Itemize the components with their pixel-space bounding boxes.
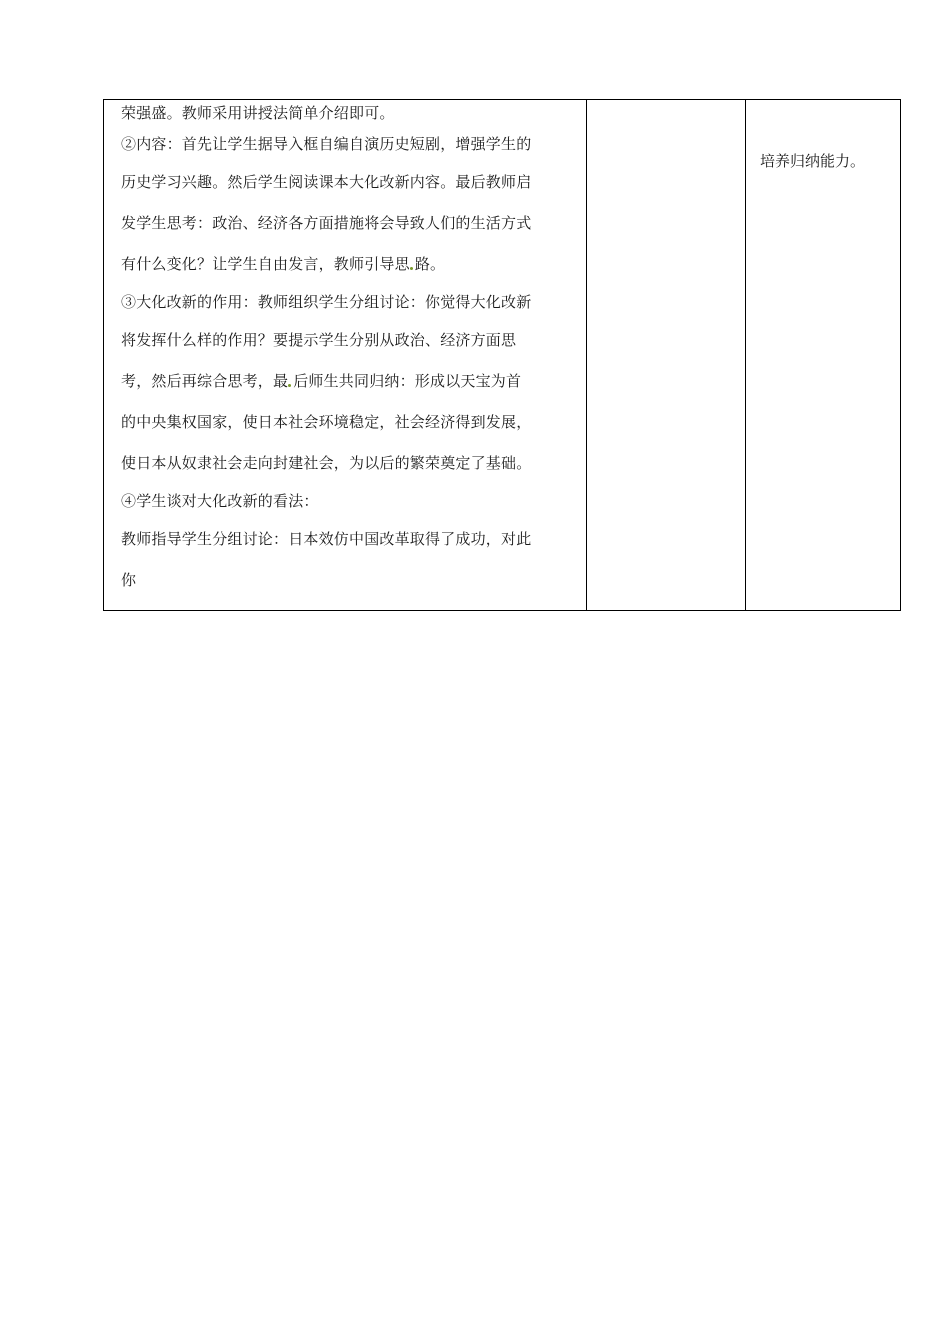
teacher-activity-cell <box>587 100 746 611</box>
text-line: ③大化改新的作用：教师组织学生分组讨论：你觉得大化改新 <box>121 293 532 311</box>
text-line: ②内容：首先让学生据导入框自编自演历史短剧，增强学生的 <box>121 135 532 153</box>
text-line: 的中央集权国家，使日本社会环境稳定，社会经济得到发展， <box>121 413 532 431</box>
mark-dot <box>288 384 291 387</box>
text-line <box>121 244 578 285</box>
text-line: ④学生谈对大化改新的看法： <box>121 492 319 510</box>
text-line: 将发挥什么样的作用？要提示学生分别从政治、经济方面思 <box>121 331 517 349</box>
text-line: 发学生思考：政治、经济各方面措施将会导致人们的生活方式 <box>121 214 532 232</box>
design-intent-text: 培养归纳能力。 <box>760 152 866 170</box>
text-line: 教师指导学生分组讨论：日本效仿中国改革取得了成功，对此 <box>121 530 532 548</box>
text-segment: 路。 <box>414 255 446 273</box>
teaching-process-cell <box>104 100 587 611</box>
text-segment: 考，然后再综合思考，最 <box>121 372 289 390</box>
table-row <box>104 100 901 611</box>
design-intent-cell <box>746 100 901 611</box>
mark-dot <box>410 267 413 270</box>
text-segment: 有什么变化？让学生自由发言，教师引导思 <box>121 255 410 273</box>
text-line: 历史学习兴趣。然后学生阅读课本大化改新内容。最后教师启 <box>121 173 532 191</box>
text-line <box>121 361 578 402</box>
text-line: 使日本从奴隶社会走向封建社会，为以后的繁荣奠定了基础。 <box>121 454 532 472</box>
text-line: 荣强盛。教师采用讲授法简单介绍即可。 <box>121 104 395 122</box>
text-segment: 后师生共同归纳：形成以天宝为首 <box>293 372 522 390</box>
lesson-plan-table <box>103 99 901 611</box>
text-line: 你 <box>121 571 137 589</box>
